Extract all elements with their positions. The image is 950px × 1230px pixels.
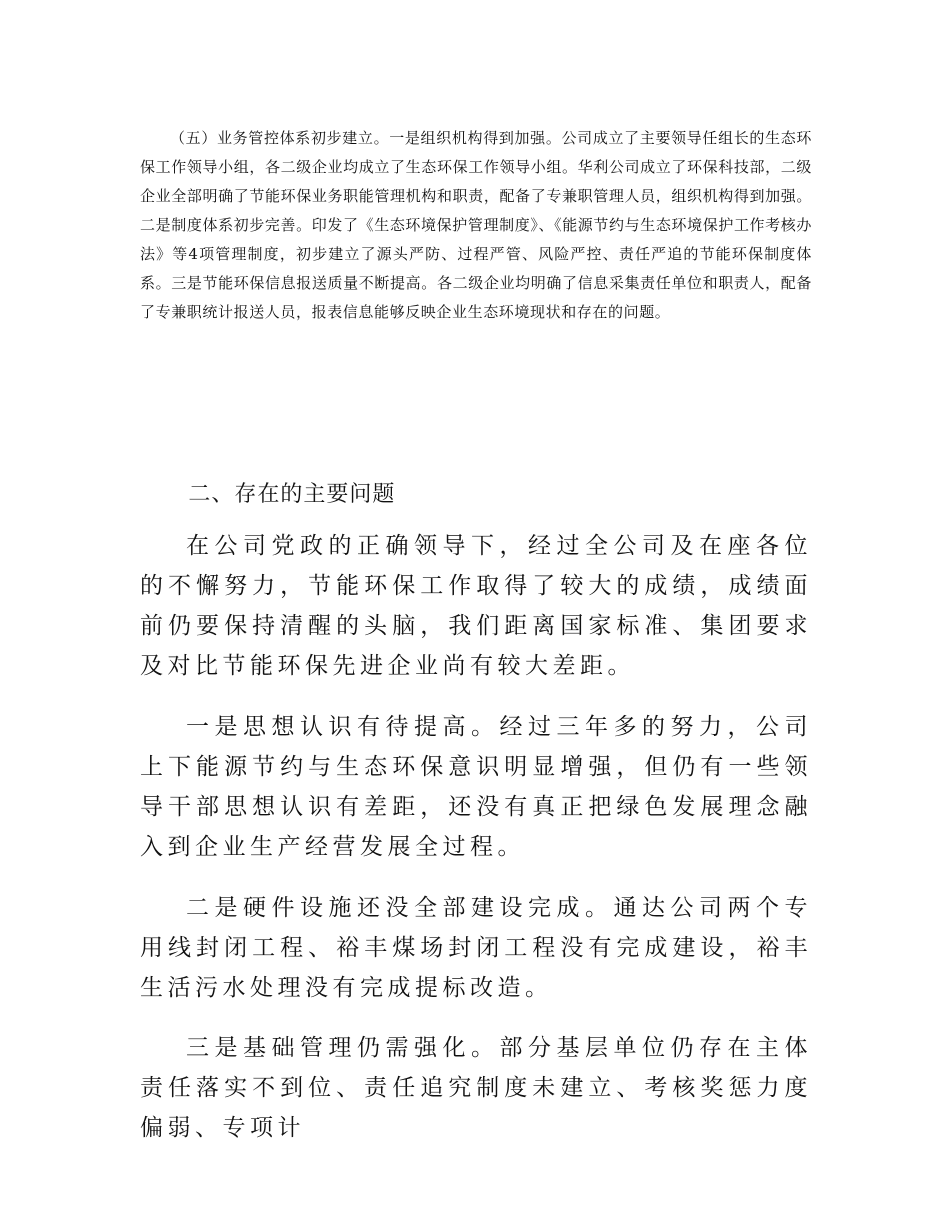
problem-two-paragraph: 二是硬件设施还没全部建设完成。通达公司两个专用线封闭工程、裕丰煤场封闭工程没有完成建设，裕丰生活污水处理没有完成提标改造。 [140,895,812,1001]
problems-intro-paragraph: 在公司党政的正确领导下，经过全公司及在座各位的不懈努力，节能环保工作取得了较大的成绩，成绩面前仍要保持清醒的头脑，我们距离国家标准、集团要求及对比节能环保先进企业尚有较大差距。 [140,533,812,679]
section-5-paragraph: （五）业务管控体系初步建立。一是组织机构得到加强。公司成立了主要领导任组长的生态环保工作领导小组，各二级企业均成立了生态环保工作领导小组。华利公司成立了环保科技部，二级企业全部明确了节能环保业务职能管理机构和职责，配备了专兼职管理人员，组织机构得到加强。二是制度体系初步完善。印发了《生态环境保护管理制度》、《能源节约与生态环境保护工作考核办法》等4项管理制度，初步建立了源头严防、过程严管、风险严控、责任严追的节能环保制度体系。三是节能环保信息报送质量不断提高。各二级企业均明确了信息采集责任单位和职责人，配备了专兼职统计报送人员，报表信息能够反映企业生态环境现状和存在的问题。 [140,129,812,321]
problem-three-paragraph: 三是基础管理仍需强化。部分基层单位仍存在主体责任落实不到位、责任追究制度未建立、考核奖惩力度偏弱、专项计 [140,1035,812,1141]
section-heading-problems: 二、存在的主要问题 [188,482,396,507]
problem-one-paragraph: 一是思想认识有待提高。经过三年多的努力，公司上下能源节约与生态环保意识明显增强，但仍有一些领导干部思想认识有差距，还没有真正把绿色发展理念融入到企业生产经营发展全过程。 [140,714,812,860]
